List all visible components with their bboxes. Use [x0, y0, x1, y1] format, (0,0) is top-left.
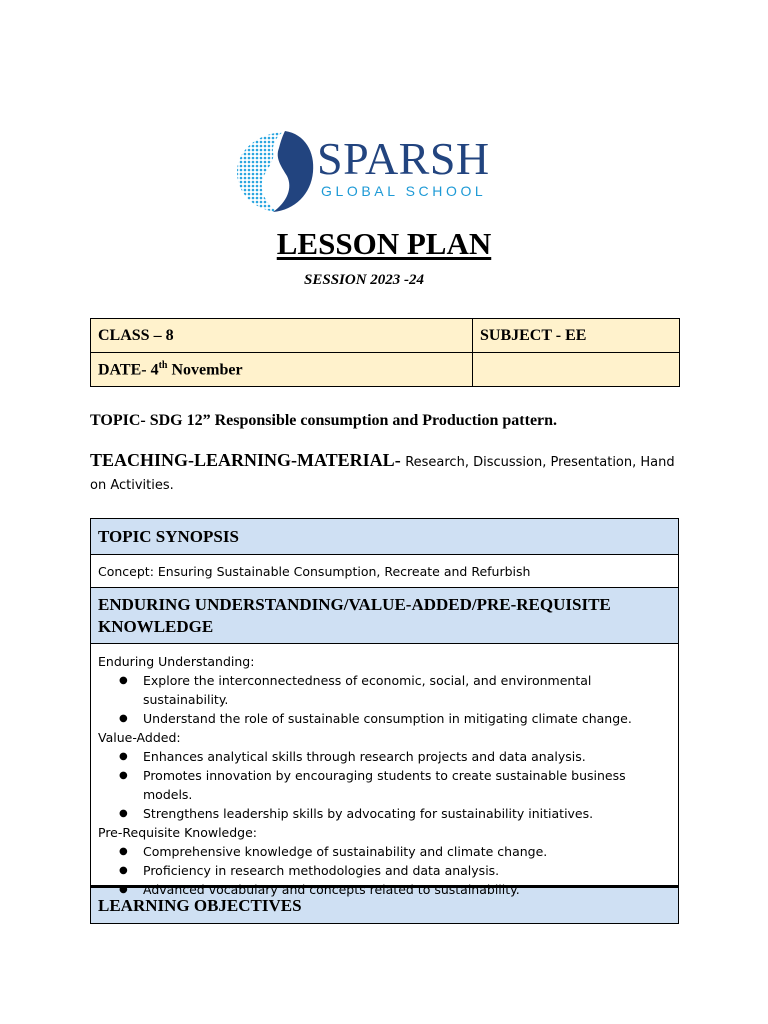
- list-item: ● Enhances analytical skills through research projects and data analysis.: [98, 747, 671, 766]
- lesson-plan-title: LESSON PLAN: [276, 226, 492, 261]
- subject-cell: SUBJECT - EE: [473, 319, 680, 353]
- list-item: ● Proficiency in research methodologies and data analysis.: [98, 861, 671, 880]
- date-cell: [91, 353, 473, 387]
- list-item: ● Advanced vocabulary and concepts related to sustainability.: [98, 880, 671, 899]
- table-row: [91, 353, 680, 387]
- section-title: Enduring Understanding:: [98, 654, 255, 669]
- teaching-material-value: Research, Discussion, Presentation, Hand on Activities.: [90, 455, 675, 493]
- school-tagline: GLOBAL SCHOOL: [321, 183, 487, 199]
- teaching-material-line: [90, 449, 690, 497]
- teaching-material-label: TEACHING-LEARNING-MATERIAL-: [90, 450, 406, 470]
- list-item: ● Understand the role of sustainable consumption in mitigating climate change.: [98, 709, 671, 728]
- class-info-table: [90, 318, 680, 387]
- section-title: Pre-Requisite Knowledge:: [98, 825, 258, 840]
- list-item: ● Strengthens leadership skills by advocating for sustainability initiatives.: [98, 804, 671, 823]
- date-ordinal: th: [158, 359, 168, 371]
- topic-line: TOPIC- SDG 12” Responsible consumption and Production pattern.: [90, 412, 558, 429]
- learning-objectives-heading: LEARNING OBJECTIVES: [91, 886, 678, 923]
- school-logo: [235, 128, 525, 216]
- list-item: ● Comprehensive knowledge of sustainability and climate change.: [98, 842, 671, 861]
- value-added-list: [98, 747, 671, 823]
- list-item: ● Explore the interconnectedness of economic, social, and environmental sustainability.: [98, 671, 671, 709]
- school-brand-name: SPARSH: [317, 133, 490, 184]
- date-prefix: DATE- 4: [98, 361, 159, 379]
- section-title: Value-Added:: [98, 730, 181, 745]
- class-cell: CLASS – 8: [91, 319, 473, 353]
- session-label: SESSION 2023 -24: [304, 272, 425, 288]
- concept-text: Concept: Ensuring Sustainable Consumption, Recreate and Refurbish: [91, 555, 678, 588]
- page-title: [0, 226, 768, 262]
- prerequisite-list: [98, 842, 671, 899]
- enduring-list: [98, 671, 671, 728]
- table-row: [91, 319, 680, 353]
- date-month: November: [167, 361, 243, 379]
- enduring-understanding-heading: ENDURING UNDERSTANDING/VALUE-ADDED/PRE-REQUISITE KNOWLEDGE: [91, 588, 678, 644]
- understanding-body: [91, 644, 678, 897]
- sparsh-emblem-icon: [235, 128, 315, 214]
- empty-cell: [473, 353, 680, 387]
- topic-synopsis-heading: TOPIC SYNOPSIS: [91, 519, 678, 555]
- synopsis-table: [90, 518, 679, 924]
- list-item: ● Promotes innovation by encouraging students to create sustainable business models.: [98, 766, 671, 804]
